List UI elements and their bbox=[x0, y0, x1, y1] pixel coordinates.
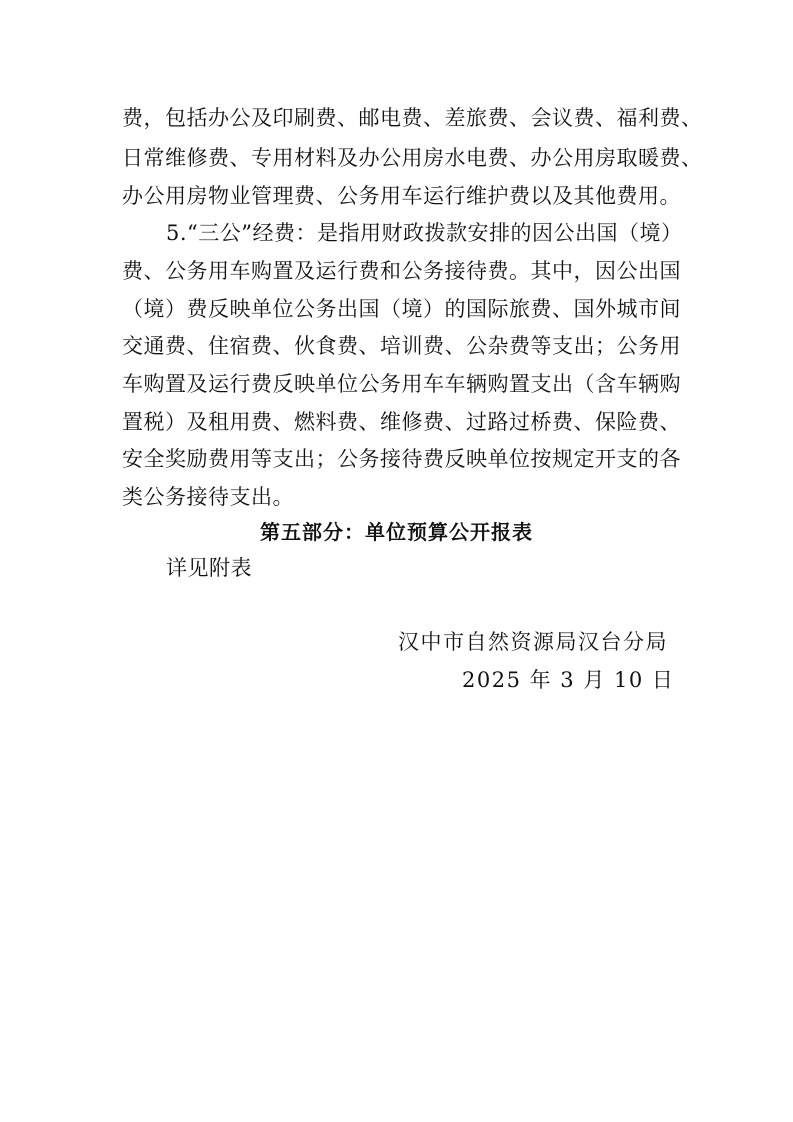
paragraph-line: 日常维修费、专用材料及办公用房水电费、办公用房取暖费、 bbox=[122, 146, 703, 170]
section-heading: 第五部分：单位预算公开报表 bbox=[260, 520, 533, 544]
detail-note: 详见附表 bbox=[166, 556, 252, 580]
paragraph-line: 车购置及运行费反映单位公务用车车辆购置支出（含车辆购 bbox=[122, 372, 681, 396]
paragraph-line: 5.“三公”经费：是指用财政拨款安排的因公出国（境） bbox=[166, 221, 683, 245]
signature-organization: 汉中市自然资源局汉台分局 bbox=[398, 630, 668, 654]
paragraph-line: 类公务接待支出。 bbox=[122, 485, 294, 509]
paragraph-line: 费、公务用车购置及运行费和公务接待费。其中，因公出国 bbox=[122, 259, 681, 283]
paragraph-line: 安全奖励费用等支出；公务接待费反映单位按规定开支的各 bbox=[122, 447, 681, 471]
paragraph-line: 置税）及租用费、燃料费、维修费、过路过桥费、保险费、 bbox=[122, 410, 681, 434]
paragraph-line: 办公用房物业管理费、公务用车运行维护费以及其他费用。 bbox=[122, 184, 681, 208]
signature-date: 2025 年 3 月 10 日 bbox=[462, 668, 675, 692]
paragraph-line: （境）费反映单位公务出国（境）的国际旅费、国外城市间 bbox=[122, 297, 681, 321]
paragraph-line: 交通费、住宿费、伙食费、培训费、公杂费等支出；公务用 bbox=[122, 334, 681, 358]
paragraph-line: 费，包括办公及印刷费、邮电费、差旅费、会议费、福利费、 bbox=[122, 106, 703, 130]
